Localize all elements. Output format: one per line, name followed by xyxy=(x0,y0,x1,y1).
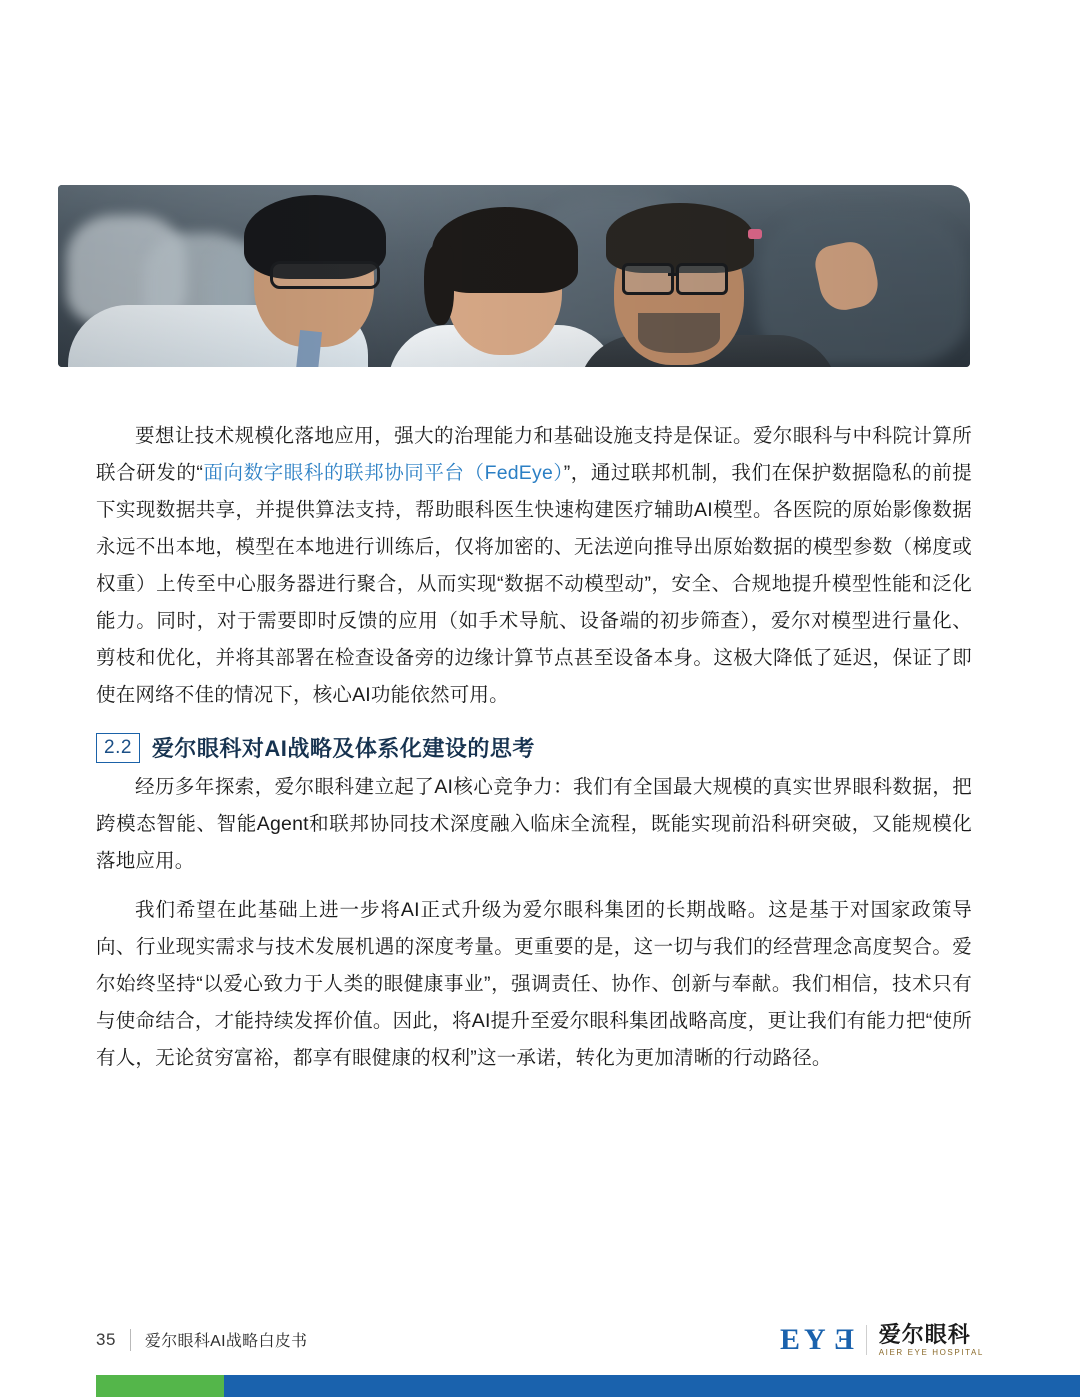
page-footer xyxy=(0,1317,1080,1357)
paragraph-fedeye xyxy=(96,418,972,714)
paragraph-segment-text: ”，通过联邦机制，我们在保护数据隐私的前提下实现数据共享，并提供算法支持，帮助眼科医生快速构建医疗辅助AI模型。各医院的原始影像数据永远不出本地，模型在本地进行训练后，仅将加密的、无法逆向推导出原始数据的模型参数（梯度或权重）上传至中心服务器进行聚合，从而实现“数据不动模型动”，安全、合规地提升模型性能和泛化能力。同时，对于需要即时反馈的应用（如手术导航、设备端的初步筛查），爱尔对模型进行量化、剪枝和优化，并将其部署在检查设备旁的边缘计算节点甚至设备本身。这极大降低了延迟，保证了即使在网络不佳的情况下，核心AI功能依然可用。 xyxy=(96,462,972,706)
footer-color-bar xyxy=(0,1375,1080,1397)
brand-name-block xyxy=(879,1323,984,1357)
brand-name-en: AIER EYE HOSPITAL xyxy=(878,1348,984,1357)
paragraph-ai-core-competency: 经历多年探索，爱尔眼科建立起了AI核心竞争力：我们有全国最大规模的真实世界眼科数据，把跨模态智能、智能Agent和联邦协同技术深度融入临床全流程，既能实现前沿科研突破，又能规模化落地应用。 xyxy=(96,776,972,872)
footer-divider xyxy=(130,1329,131,1351)
section-title: 爱尔眼科对AI战略及体系化建设的思考 xyxy=(151,736,535,761)
section-heading xyxy=(96,732,972,763)
brand-divider xyxy=(866,1325,867,1355)
eye-wordmark-icon: EYE xyxy=(779,1322,854,1356)
bar-segment-green xyxy=(96,1375,224,1397)
brand-name-cn: 爱尔眼科 xyxy=(878,1321,971,1347)
document-title: 爱尔眼科AI战略白皮书 xyxy=(144,1333,308,1351)
page-number: 35 xyxy=(96,1329,116,1349)
hero-image xyxy=(58,185,970,367)
page-content xyxy=(96,418,972,1089)
brand-logo xyxy=(780,1323,984,1357)
fedeye-platform-highlight: 面向数字眼科的联邦协同平台（FedEye） xyxy=(203,462,564,484)
paragraph-ai-strategy: 我们希望在此基础上进一步将AI正式升级为爱尔眼科集团的长期战略。这是基于对国家政策导向、行业现实需求与技术发展机遇的深度考量。更重要的是，这一切与我们的经营理念高度契合。爱尔始终坚持“以爱心致力于人类的眼健康事业”，强调责任、协作、创新与奉献。我们相信，技术只有与使命结合，才能持续发挥价值。因此，将AI提升至爱尔眼科集团战略高度，更让我们有能力把“使所有人，无论贫穷富裕，都享有眼健康的权利”这一承诺，转化为更加清晰的行动路径。 xyxy=(96,899,972,1069)
hero-photo-background xyxy=(58,185,970,367)
bar-segment-blue xyxy=(224,1375,1080,1397)
paragraph-segment-text: 要想让技术规模化落地应用，强大的治理能力和基础设施支持是保证。爱尔眼科与中科院计算所联合研发的“ xyxy=(96,425,972,484)
bar-segment-white xyxy=(0,1375,96,1397)
photo-vignette xyxy=(58,185,970,367)
section-number: 2.2 xyxy=(96,733,140,763)
